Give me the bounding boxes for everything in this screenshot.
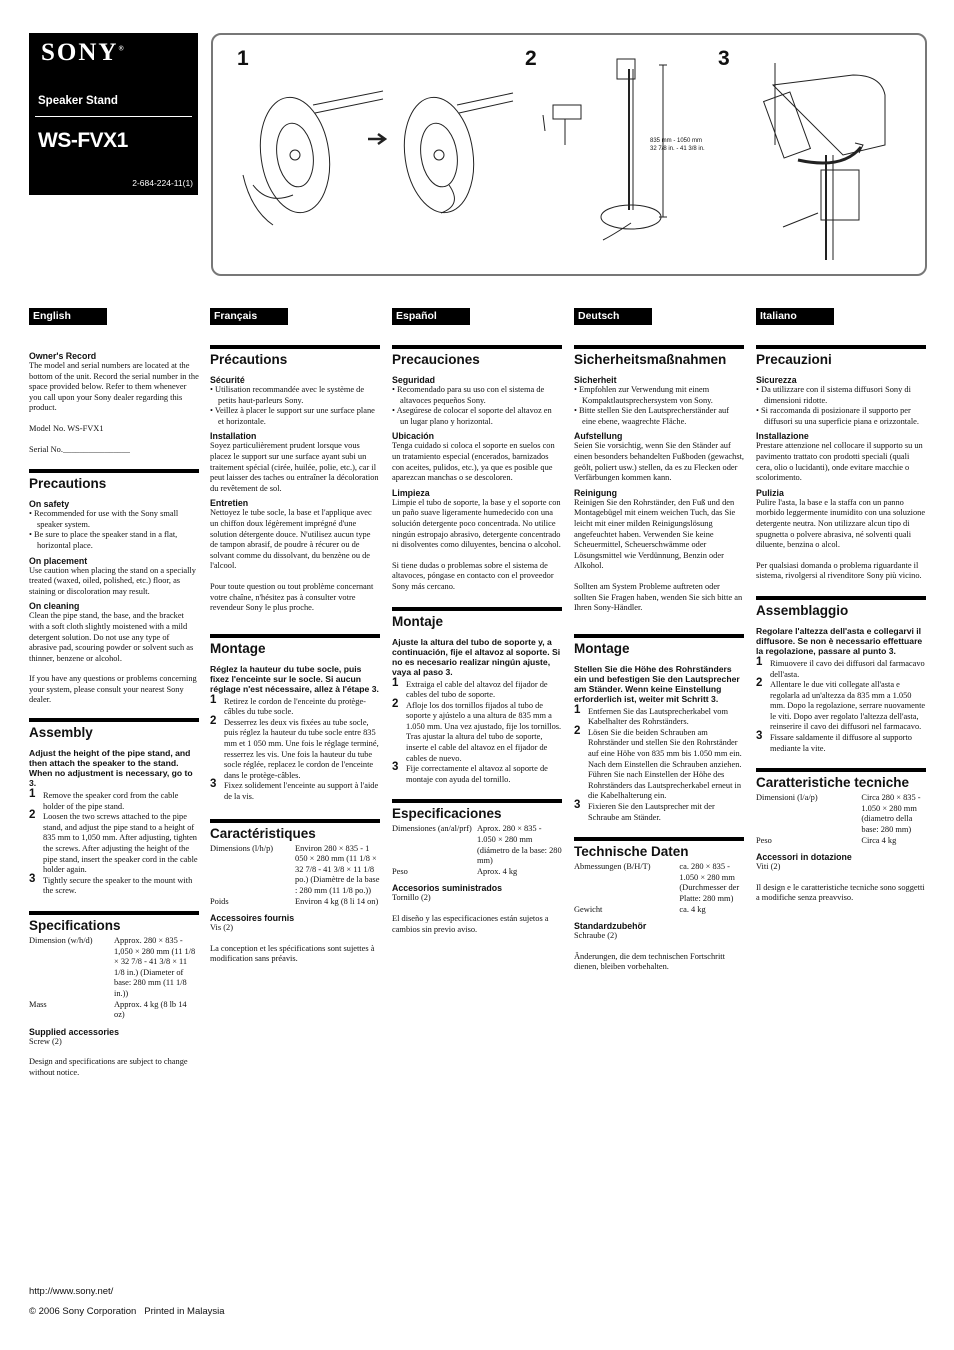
spec-dimension: Dimensions (l/h/p) Environ 280 × 835 - 1 050 × 280 mm (11 1/8 × 32 7/8 - 41 3/8 × 11 1/8 po.) (Diamètre de la base : 280 mm (11 1/8 po.)) [210,843,380,895]
lang-label: Italiano [756,308,834,325]
specs-heading: Caratteristiche tecniche [756,768,926,790]
placement-text: Prestare attenzione nel collocare il supporto su un pavimento trattato con prodotti speciali (quali cera, olio o lucidanti), onde evitare macchie o scolorimento. [756,441,923,483]
hand-1 [253,185,293,198]
assembly-heading: Assemblaggio [756,596,926,618]
supplied-heading: Accessoires fournis [210,913,295,924]
spec-mass: Peso Aprox. 4 kg [392,866,518,876]
model-number: WS-FVX1 [38,129,128,152]
assembly-step-2: 2 Allentare le due viti collegate all'asta e regolarla ad un'altezza da 835 mm a 1.050 mm. Dopo la regolazione, serrare nuovamente le viti. Dopo aver regolato l'altezza dell'asta, reinserire il cavo dei diffusori nel farmacavo. [756,677,926,732]
cleaning-text: Clean the pipe stand, the base, and the bracket with a soft cloth slightly moistened with a mild detergent solution. Do not use any type of abrasive pad, scouring powder or solvent such as thinner, benzene or alcohol. [29,611,194,663]
lang-label: Español [392,308,470,325]
brand-block [29,33,198,195]
assembly-step-1: 1 Retirez le cordon de l'enceinte du protège-câbles du tube socle. [210,693,366,717]
specs-heading: Specifications [29,911,199,933]
figure-step-2: 2 [525,47,537,70]
safety-heading: Sicherheit [574,375,617,385]
placement-text: Seien Sie vorsichtig, wenn Sie den Ständer auf einen besonders behandelten Fußboden (gewachst, geölt, poliert usw.) stellen, da es zu Flecken oder Verfärbungen kommen kann. [574,441,745,483]
placement-heading: On placement [29,555,88,566]
cleaning-heading: On cleaning [29,601,80,612]
assembly-intro: Réglez la hauteur du tube socle, puis fixez l'enceinte sur le socle. Si aucun réglage n'est nécessaire, allez à l'étape 3. [210,663,379,694]
column-french [210,308,380,965]
supplied-heading: Accessori in dotazione [756,852,852,863]
placement-text: Use caution when placing the stand on a specially treated (waxed, oiled, polished, etc.) floor, as staining or discoloration may result. [29,565,196,596]
assembly-step-2: 2 Afloje los dos tornillos fijados al tubo de soporte y ajústelo a una altura de 835 mm a 1.050 mm. Una vez ajustado, fije los tornillos. Tras ajustar la altura del tubo de soporte, inserte el cable del altavoz en el fijador de cables de nuevo. [392,697,562,763]
cleaning-heading: Pulizia [756,487,784,498]
assembly-step-1: 1 Rimuovere il cavo dei diffusori dal farmacavo dell'asta. [756,655,925,679]
assembly-intro: Adjust the height of the pipe stand, and then attach the speaker to the stand. When no adjustment is necessary, go to 3. [29,748,193,789]
spec-dimension: Dimension (w/h/d) Approx. 280 × 835 - 1,050 × 280 mm (11 1/8 × 32 7/8 - 41 3/8 × 11 1/8 in.) (Diameter of base: 280 mm (11 1/8 in.)) [29,936,196,998]
cleaning-text: Pulire l'asta, la base e la staffa con un panno morbido leggermente inumidito con una soluzione detergente neutra. Non utilizzare alcun tipo di spugnetta o polvere abrasiva, né solventi quali diluente, benzina o alcol. [756,497,926,550]
placement-heading: Aufstellung [574,431,623,442]
safety-item-1: • Utilisation recommandée avec le système de petits haut-parleurs Sony. [210,385,365,405]
brand-divider [35,116,192,117]
notice-text: Il design e le caratteristiche tecniche sono soggetti a modifiche senza preavviso. [756,882,925,903]
specs-heading: Especificaciones [392,799,562,821]
spec-dimension: Dimensioni (l/a/p) Circa 280 × 835 - 1.050 × 280 mm (diametro della base: 280 mm) [756,793,921,835]
assembly-step-2: 2 Lösen Sie die beiden Schrauben am Rohrständer und stellen Sie den Rohrständer auf eine Höhe von 835 mm bis 1.050 mm ein. Nach dem Einstellen die Schrauben anziehen. Führen Sie nach Einstellen der Höhe des Rohrständers das Lautsprecherkabel erneut in die Kabelhalterung ein. [574,724,742,801]
safety-heading: Seguridad [392,375,436,385]
assembly-step-3: 3 Tightly secure the speaker to the mount with the screw. [29,872,193,896]
owners-record-title: Owner's Record [29,351,97,361]
lang-label: Français [210,308,288,325]
assembly-step-3: 3 Fije correctamente el altavoz al soporte de montaje con ayuda del tornillo. [392,761,548,784]
assembly-step-2: 2 Desserrez les deux vis fixées au tube socle, puis réglez la hauteur du tube socle entre 835 mm et 1 050 mm. Une fois le réglage terminé, resserrez les vis. Une fois la hauteur du tube socle réglée, replacez le cordon de l'enceinte dans le protège-câbles. [210,714,379,780]
sony-logo: SONY® [41,39,124,66]
precautions-heading: Précautions [210,345,380,367]
assembly-heading: Montage [574,634,744,656]
cleaning-text: Reinigen Sie den Rohrständer, den Fuß und den Montagebügel mit einem weichen Tuch, das Sie leicht mit einer milden Reinigungslösung angefeuchtet haben. Verwenden Sie keine Scheuermittel, Scheuerschwämme oder Lösungsmittel wie Verdünnung, Benzin oder Alkohol. [574,497,736,571]
safety-item-1: • Recommended for use with the Sony small speaker system. [29,509,179,529]
assembly-heading: Montage [210,634,380,656]
assembly-intro: Stellen Sie die Höhe des Rohrständers ein und befestigen Sie den Lautsprecher am Ständer. Wenn keine Einstellung erforderlich ist, weiter mit Schritt 3. [574,663,740,704]
spec-mass: Mass Approx. 4 kg (8 lb 14 oz) [29,999,187,1020]
spec-dimension: Dimensiones (an/al/prf) Aprox. 280 × 835 - 1.050 × 280 mm (diámetro de la base: 280 mm) [392,824,562,866]
height-range-mm: 835 mm - 1050 mm [650,138,703,144]
assembly-intro: Regolare l'altezza dell'asta e collegarvi il diffusore. Se non è necessario effettuare la regolazione, passare al punto 3. [756,625,923,656]
safety-heading: Sécurité [210,375,245,385]
figure-step-1: 1 [237,47,249,70]
supplied-items: Vis (2) [210,923,233,933]
assembly-heading: Montaje [392,607,562,629]
placement-heading: Installazione [756,431,809,442]
notice-text: La conception et les spécifications sont sujettes à modification sans préavis. [210,943,375,964]
spec-mass: Peso Circa 4 kg [756,835,897,845]
placement-text: Soyez particulièrement prudent lorsque vous placez le support sur une surface ayant subi un traitement spécial (cirée, huilée, polie, etc.), car il peut laisser des taches ou entraîner la décoloration du revêtement de sol. [210,441,379,493]
safety-item-2: • Si raccomanda di posizionare il supporto per diffusori su una superficie piana e orizzontale. [756,406,919,426]
column-italian [756,308,926,904]
safety-item-2: • Bitte stellen Sie den Lautsprecherständer auf eine ebene, waagrechte Fläche. [574,406,730,426]
safety-item-2: • Veillez à placer le support sur une surface plane et horizontale. [210,406,375,426]
precautions-heading: Sicherheitsmaßnahmen [574,345,744,367]
screw [783,213,818,227]
arrow-icon [368,134,385,144]
questions-text: Sollten am System Probleme auftreten oder sollten Sie Fragen haben, wenden Sie sich bitte an Ihren Sony-Händler. [574,581,743,613]
assembly-step-2: 2 Loosen the two screws attached to the pipe stand, and adjust the pipe stand to a height of 835 mm to 1,050 mm. After adjusting, tighten the screws. After adjusting the height of the pipe stand, insert the speaker cord in the cable holder again. [29,809,198,875]
safety-heading: On safety [29,499,70,510]
placement-heading: Ubicación [392,431,435,442]
spec-dimension: Abmessungen (B/H/T) ca. 280 × 835 - 1.050 × 280 mm (Durchmesser der Platte: 280 mm) [574,862,740,903]
placement-text: Tenga cuidado si coloca el soporte en suelos con un tratamiento especial (encerados, barnizados con aceites, pulidos, etc.), ya que es posible que aparezcan manchas o se descoloren. [392,441,555,483]
assembly-step-1: 1 Entfernen Sie das Lautsprecherkabel vom Kabelhalter des Rohrständers. [574,703,728,727]
assembly-step-3: 3 Fixez solidement l'enceinte au support à l'aide de la vis. [210,778,379,802]
safety-item-2: • Asegúrese de colocar el soporte del altavoz en un lugar plano y horizontal. [392,406,552,426]
supplied-items: Schraube (2) [574,931,618,941]
questions-text: Pour toute question ou tout problème concernant votre chaîne, n'hésitez pas à consulter votre revendeur Sony le plus proche. [210,581,374,613]
questions-text: Si tiene dudas o problemas sobre el sistema de altavoces, póngase en contacto con el proveedor Sony más cercano. [392,560,554,591]
safety-heading: Sicurezza [756,375,797,385]
figure-drawing [213,35,925,274]
cleaning-heading: Limpieza [392,487,430,498]
precautions-heading: Precauzioni [756,345,926,367]
assembly-step-1: 1 Remove the speaker cord from the cable holder of the pipe stand. [29,788,179,811]
assembly-step-3: 3 Fissare saldamente il diffusore al supporto mediante la vite. [756,730,912,753]
height-range-in: 32 7/8 in. - 41 3/8 in. [650,146,705,152]
height-range-label [650,137,705,153]
notice-text: Design and specifications are subject to change without notice. [29,1057,188,1077]
column-spanish [392,308,562,935]
assembly-illustration [211,33,927,276]
speaker-back [773,75,885,155]
assembly-intro: Ajuste la altura del tubo de soporte y, a continuación, fije el altavoz al soporte. Si no es necesario realizar ningún ajuste, vaya al paso 3. [392,636,561,677]
safety-item-1: • Recomendado para su uso con el sistema de altavoces pequeños Sony. [392,385,545,405]
safety-item-1: • Empfohlen zur Verwendung mit einem Kompaktlautsprechersystem von Sony. [574,385,713,405]
footer-copyright: © 2006 Sony Corporation Printed in Malaysia [29,1306,225,1317]
supplied-items: Tornillo (2) [392,893,431,903]
document-code: 2-684-224-11(1) [132,178,193,188]
notice-text: El diseño y las especificaciones están sujetos a cambios sin previo aviso. [392,914,549,934]
owners-record-text: The model and serial numbers are located at the bottom of the unit. Record the serial number in the space provided below. Refer to them whenever you call upon your Sony dealer regarding this product. [29,361,199,413]
questions-text: If you have any questions or problems concerning your system, please consult your nearest Sony dealer. [29,674,197,705]
product-name: Speaker Stand [38,95,118,107]
assembly-heading: Assembly [29,718,199,740]
supplied-heading: Supplied accessories [29,1026,119,1037]
placement-heading: Installation [210,431,257,442]
lang-label: Deutsch [574,308,652,325]
column-german [574,308,744,973]
stand-base [601,205,661,229]
specs-heading: Technische Daten [574,837,744,859]
supplied-heading: Standardzubehör [574,921,647,932]
spec-mass: Gewicht ca. 4 kg [574,904,706,914]
safety-item-1: • Da utilizzare con il sistema diffusori Sony di dimensioni ridotte. [756,385,911,405]
safety-item-2: • Be sure to place the speaker stand in a flat, horizontal place. [29,530,178,550]
precautions-heading: Precautions [29,469,199,491]
supplied-heading: Accesorios suministrados [392,883,502,894]
column-english [29,308,199,1079]
figure-step-3: 3 [718,47,730,70]
cleaning-heading: Entretien [210,498,249,509]
model-no: Model No. WS-FVX1 [29,423,104,433]
spec-mass: Poids Environ 4 kg (8 li 14 on) [210,896,379,906]
bracket [617,59,635,79]
footer-url[interactable]: http://www.sony.net/ [29,1286,114,1297]
cleaning-text: Nettoyez le tube socle, la base et l'applique avec un chiffon doux légèrement imprégné d'une solution détergente douce. N'utilisez aucun type de tampon abrasif, de poudre à récurer ou de solvant comme du dissolvant, du benzène ou de l'alcool. [210,508,372,571]
lang-label: English [29,308,107,325]
cleaning-text: Limpie el tubo de soporte, la base y el soporte con un paño suave ligeramente humedecido con una solución detergente poco concentrada. No utilice ningún estropajo abrasivo, detergente concentrado ni disolventes como diluyentes, bencina o alcohol. [392,497,561,550]
supplied-items: Screw (2) [29,1036,62,1046]
assembly-step-3: 3 Fixieren Sie den Lautsprecher mit der Schraube am Ständer. [574,799,715,822]
assembly-step-1: 1 Extraiga el cable del altavoz del fijador de cables del tubo de soporte. [392,676,548,700]
notice-text: Änderungen, die dem technischen Fortschritt dienen, bleiben vorbehalten. [574,951,725,972]
specs-heading: Caractéristiques [210,819,380,841]
serial-no: Serial No.________________ [29,444,130,454]
precautions-heading: Precauciones [392,345,562,367]
supplied-items: Viti (2) [756,862,781,872]
cleaning-heading: Reinigung [574,487,618,498]
questions-text: Per qualsiasi domanda o problema riguardante il sistema, rivolgersi al rivenditore Sony più vicino. [756,560,922,581]
